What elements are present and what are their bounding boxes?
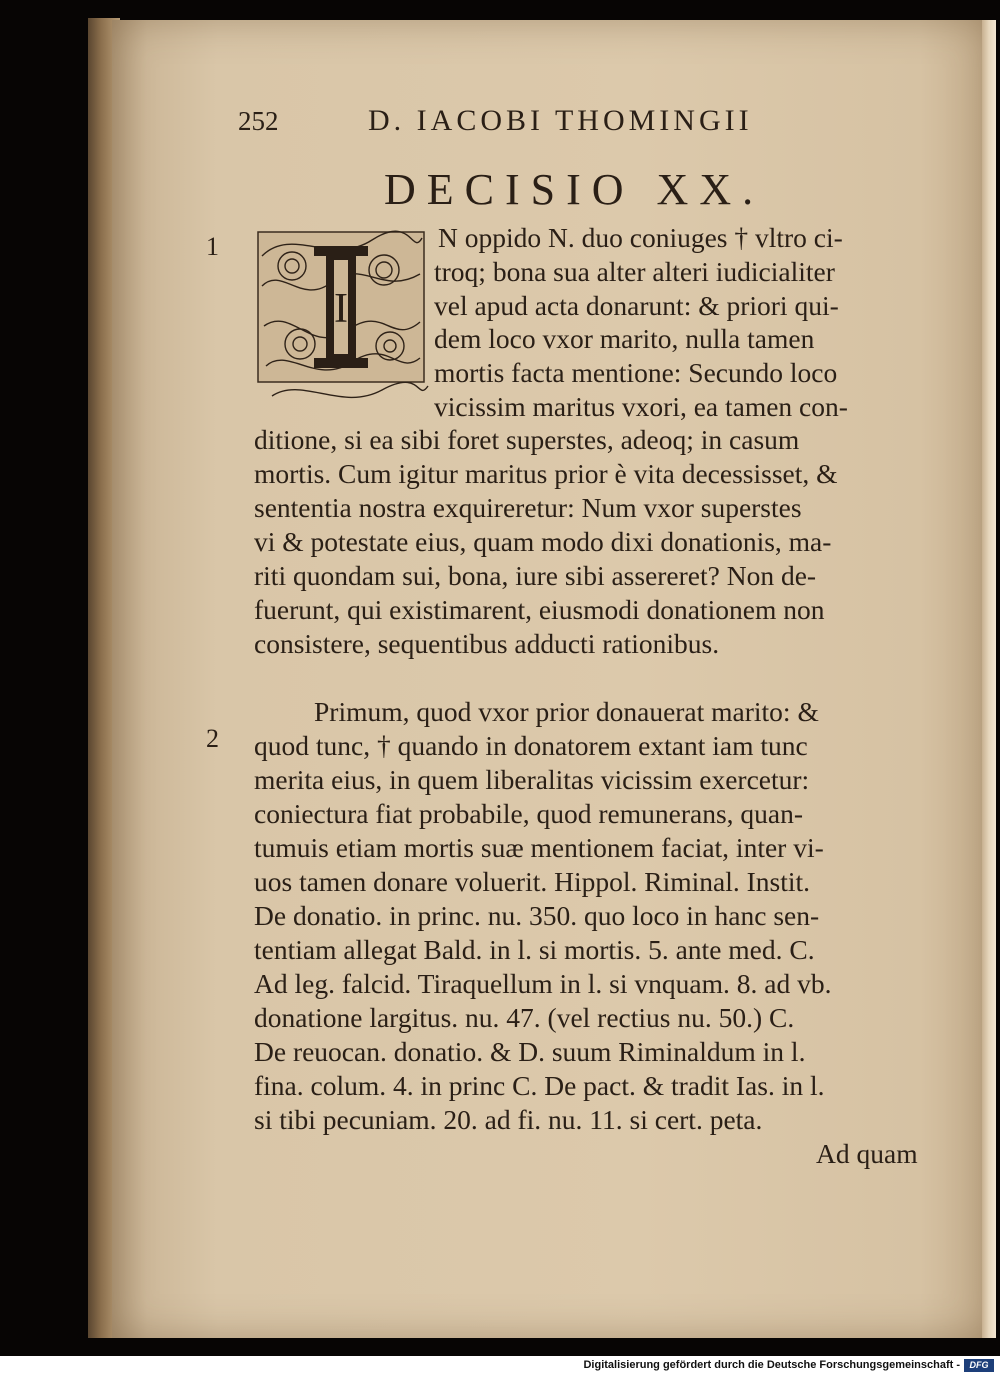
text-line: donatione largitus. nu. 47. (vel rectius nu. 50.) C.	[254, 1002, 795, 1033]
text-line: si tibi pecuniam. 20. ad fi. nu. 11. si cert. peta.	[254, 1104, 763, 1135]
text-line: Primum, quod vxor prior donauerat marito: &	[314, 696, 819, 727]
initial-ornament-icon	[252, 226, 430, 412]
running-head	[238, 104, 838, 144]
footer-bar	[0, 1356, 1000, 1376]
margin-number-2: 2	[206, 724, 219, 753]
text-line: mortis facta mentione: Secundo loco	[434, 357, 838, 388]
text-line: sententia nostra exquireretur: Num vxor superstes	[254, 492, 802, 523]
text-line: vicissim maritus vxori, ea tamen con-	[434, 391, 848, 422]
text-line: consistere, sequentibus adducti rationibus.	[254, 628, 720, 659]
text-line: coniectura fiat probabile, quod remunerans, quan-	[254, 798, 804, 829]
initial-letter-text: I	[334, 286, 348, 332]
text-line: tumuis etiam mortis suæ mentionem faciat, inter vi-	[254, 832, 824, 863]
dfg-logo[interactable]: DFG	[964, 1359, 994, 1372]
text-line: dem loco vxor marito, nulla tamen	[434, 323, 815, 354]
text-line: troq; bona sua alter alteri iudicialiter	[434, 256, 835, 287]
margin-number-1: 1	[206, 232, 219, 261]
text-line: N oppido N. duo coniuges † vltro ci-	[438, 222, 843, 253]
text-line: vi & potestate eius, quam modo dixi donationis, ma-	[254, 526, 832, 557]
page-right-edge	[982, 20, 996, 1338]
section-title: DECISIO XX.	[384, 165, 765, 214]
text-line: vel apud acta donarunt: & priori qui-	[434, 290, 839, 321]
running-title: D. IACOBI THOMINGII	[368, 104, 753, 137]
footer-credit-text: Digitalisierung gefördert durch die Deutsche Forschungsgemeinschaft -	[583, 1359, 960, 1371]
text-line: tentiam allegat Bald. in l. si mortis. 5. ante med. C.	[254, 934, 815, 965]
text-line: fuerunt, qui existimarent, eiusmodi donationem non	[254, 594, 825, 625]
text-line: fina. colum. 4. in princ C. De pact. & tradit Ias. in l.	[254, 1070, 825, 1101]
page-number: 252	[238, 106, 279, 136]
catchword: Ad quam	[816, 1138, 918, 1169]
text-line: De donatio. in princ. nu. 350. quo loco in hanc sen-	[254, 900, 820, 931]
text-line: riti quondam sui, bona, iure sibi assereret? Non de-	[254, 560, 817, 591]
text-line: ditione, si ea sibi foret superstes, adeoq; in casum	[254, 424, 800, 455]
text-line: De reuocan. donatio. & D. suum Riminaldum in l.	[254, 1036, 806, 1067]
text-line: merita eius, in quem liberalitas vicissim exercetur:	[254, 764, 810, 795]
text-line: mortis. Cum igitur maritus prior è vita decessisset, &	[254, 458, 838, 489]
text-line: Ad leg. falcid. Tiraquellum in l. si vnquam. 8. ad vb.	[254, 968, 832, 999]
text-line: uos tamen donare voluerit. Hippol. Riminal. Instit.	[254, 866, 811, 897]
text-line: quod tunc, † quando in donatorem extant iam tunc	[254, 730, 808, 761]
decorated-initial-letter	[252, 226, 430, 412]
